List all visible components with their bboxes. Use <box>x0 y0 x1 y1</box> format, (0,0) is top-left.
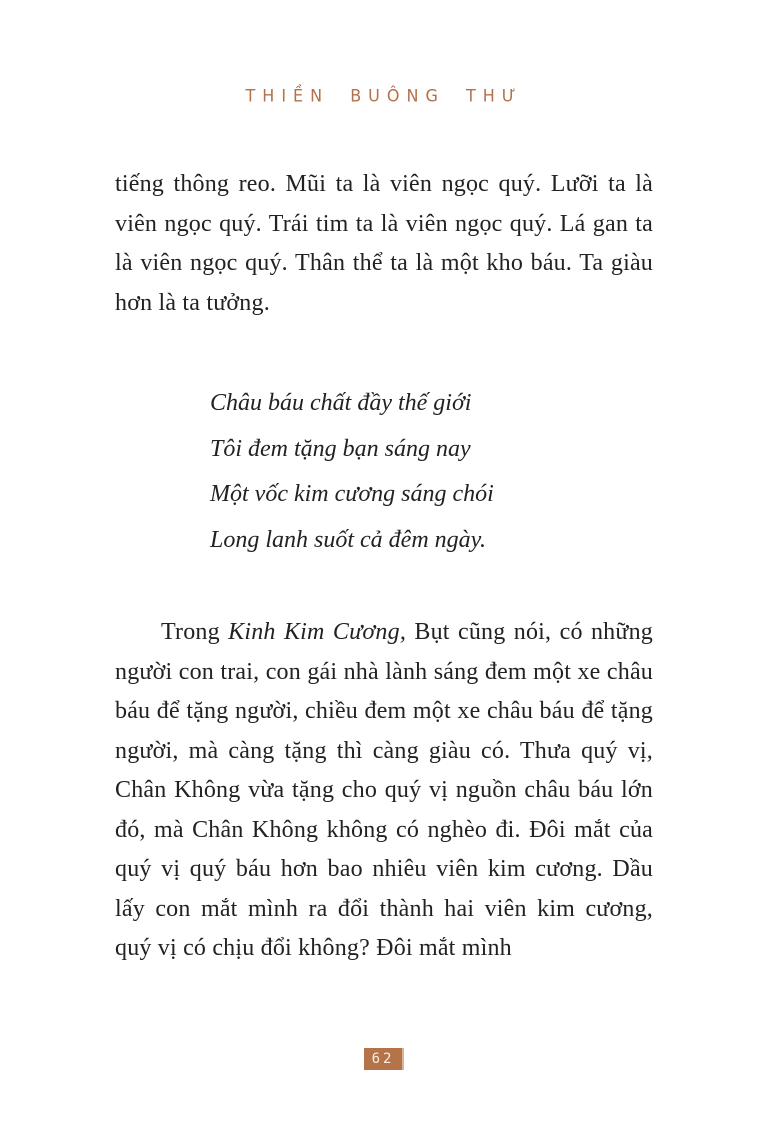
poem-line: Châu báu chất đầy thế giới <box>210 390 472 416</box>
page-number-badge: 62 <box>364 1048 405 1070</box>
paragraph-2 <box>115 613 653 969</box>
poem-block <box>115 381 653 563</box>
paragraph-2-rest: Bụt cũng nói, có những người con trai, con gái nhà lành sáng đem một xe châu báu để tặng người, chiều đem một xe châu báu để tặng người, mà càng tặng thì càng giàu có. Thưa quý vị, Chân Không vừa tặng cho quý vị nguồn châu báu lớn đó, mà Chân Không không có nghèo đi. Đôi mắt của quý vị quý báu hơn bao nhiêu viên kim cương. Dầu lấy con mắt mình ra đổi thành hai viên kim cương, quý vị có chịu đổi không? Đôi mắt mình <box>115 619 653 961</box>
poem-line: Tôi đem tặng bạn sáng nay <box>210 435 471 462</box>
book-title: Kinh Kim Cương, <box>228 619 407 645</box>
paragraph-2-intro: Trong <box>161 619 229 645</box>
paragraph-1: tiếng thông reo. Mũi ta là viên ngọc quý. Lưỡi ta là viên ngọc quý. Trái tim ta là viên ngọc quý. Lá gan ta là viên ngọc quý. Thân thể ta là một kho báu. Ta giàu hơn là ta tưởng. <box>115 171 653 316</box>
text-column <box>115 165 653 969</box>
page-footer <box>0 1048 768 1070</box>
running-header: THIỀN BUÔNG THƯ <box>245 85 523 106</box>
poem-line: Một vốc kim cương sáng chói <box>210 481 494 507</box>
poem-line: Long lanh suốt cả đêm ngày. <box>210 526 486 553</box>
